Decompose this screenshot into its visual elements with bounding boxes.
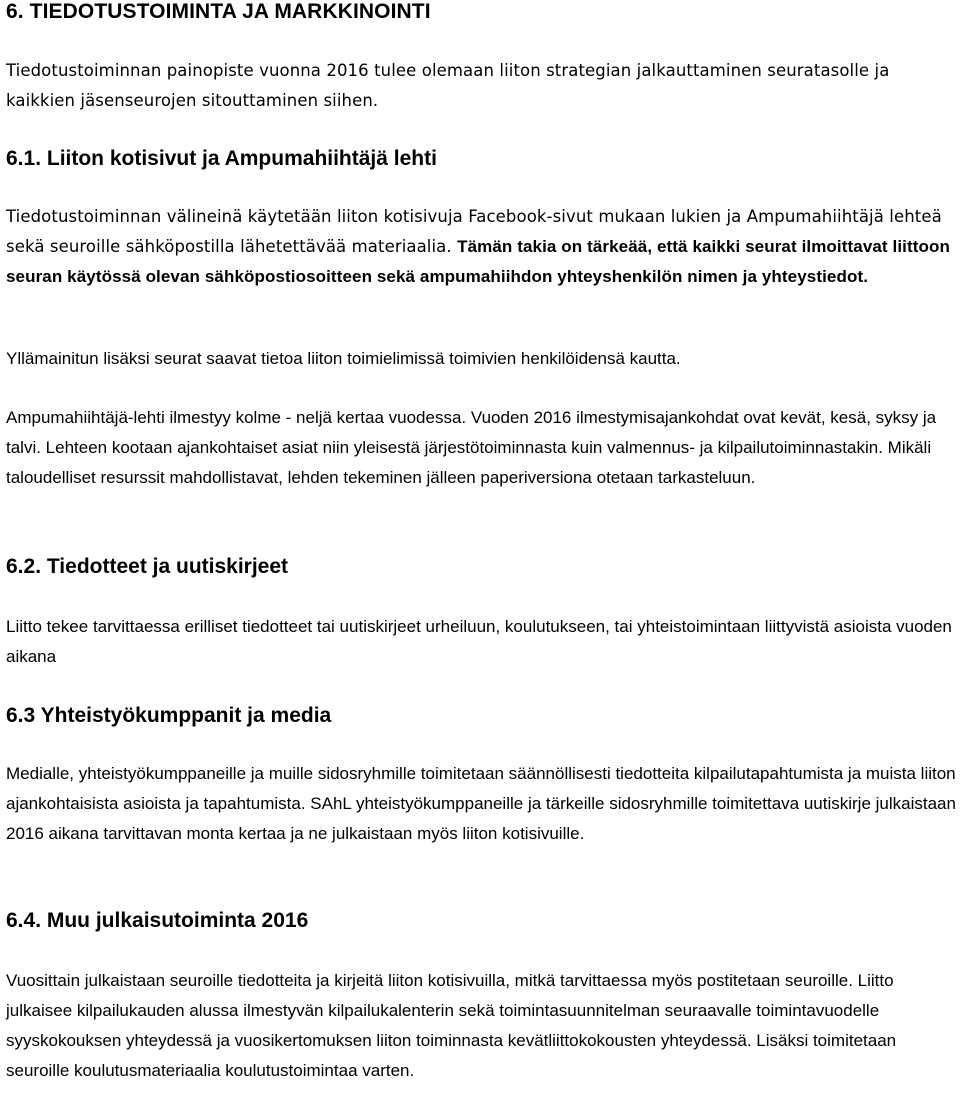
section-6-2-paragraph-1: Liitto tekee tarvittaessa erilliset tiedotteet tai uutiskirjeet urheiluun, koulutukseen, tai yhteistoimintaan liittyvistä asioista vuoden aikana: [6, 617, 952, 666]
main-heading: 6. TIEDOTUSTOIMINTA JA MARKKINOINTI: [6, 0, 431, 23]
section-6-1-paragraph-1-text: Tiedotustoiminnan välineinä käytetään liiton kotisivuja Facebook-sivut mukaan lukien ja Ampumahiihtäjä lehteä sekä seuroille sähköpostilla lähetettävää materiaalia.: [6, 207, 942, 256]
section-6-4-paragraph-1: Vuosittain julkaistaan seuroille tiedotteita ja kirjeitä liiton kotisivuilla, mitkä tarvittaessa myös postitetaan seuroille. Liitto julkaisee kilpailukauden alussa ilmestyvän kilpailukalenterin sekä toimintasuunnitelman seuraavalle toimintavuodelle syyskokouksen yhteydessä ja vuosikertomuksen liiton toiminnasta kevätliittokokousten yhteydessä. Lisäksi toimitetaan seuroille koulutusmateriaalia koulutustoimintaa varten.: [6, 971, 897, 1080]
section-6-1-paragraph-1: [6, 202, 956, 292]
section-6-3-paragraph-1: Medialle, yhteistyökumppaneille ja muille sidosryhmille toimitetaan säännöllisesti tiedotteita kilpailutapahtumista ja muista liiton ajankohtaisista asioista ja tapahtumista. SAhL yhteistyökumppaneille ja tärkeille sidosryhmille toimitettava uutiskirje julkaistaan 2016 aikana tarvittavan monta kertaa ja ne julkaistaan myös liiton kotisivuille.: [6, 764, 956, 843]
section-6-4-heading: 6.4. Muu julkaisutoiminta 2016: [6, 909, 309, 932]
section-6-1-paragraph-3: Ampumahiihtäjä-lehti ilmestyy kolme - neljä kertaa vuodessa. Vuoden 2016 ilmestymisajankohdat ovat kevät, kesä, syksy ja talvi. Lehteen kootaan ajankohtaiset asiat niin yleisestä järjestötoiminnasta kuin valmennus- ja kilpailutoiminnastakin. Mikäli taloudelliset resurssit mahdollistavat, lehden tekeminen jälleen paperiversiona otetaan tarkasteluun.: [6, 408, 937, 487]
intro-paragraph: Tiedotustoiminnan painopiste vuonna 2016 tulee olemaan liiton strategian jalkauttaminen seuratasolle ja kaikkien jäsenseurojen sitouttaminen siihen.: [6, 61, 890, 110]
section-6-1-heading: 6.1. Liiton kotisivut ja Ampumahiihtäjä lehti: [6, 147, 437, 170]
section-6-3-heading: 6.3 Yhteistyökumppanit ja media: [6, 704, 332, 727]
section-6-1-paragraph-1-bold-text: Tämän takia on tärkeää, että kaikki seurat ilmoittavat liittoon seuran käytössä olevan sähköpostiosoitteen sekä ampumahiihdon yhteyshenkilön nimen ja yhteystiedot.: [6, 237, 950, 286]
section-6-2-heading: 6.2. Tiedotteet ja uutiskirjeet: [6, 555, 289, 578]
section-6-1-paragraph-2: Yllämainitun lisäksi seurat saavat tietoa liiton toimielimissä toimivien henkilöidensä kautta.: [6, 349, 681, 368]
